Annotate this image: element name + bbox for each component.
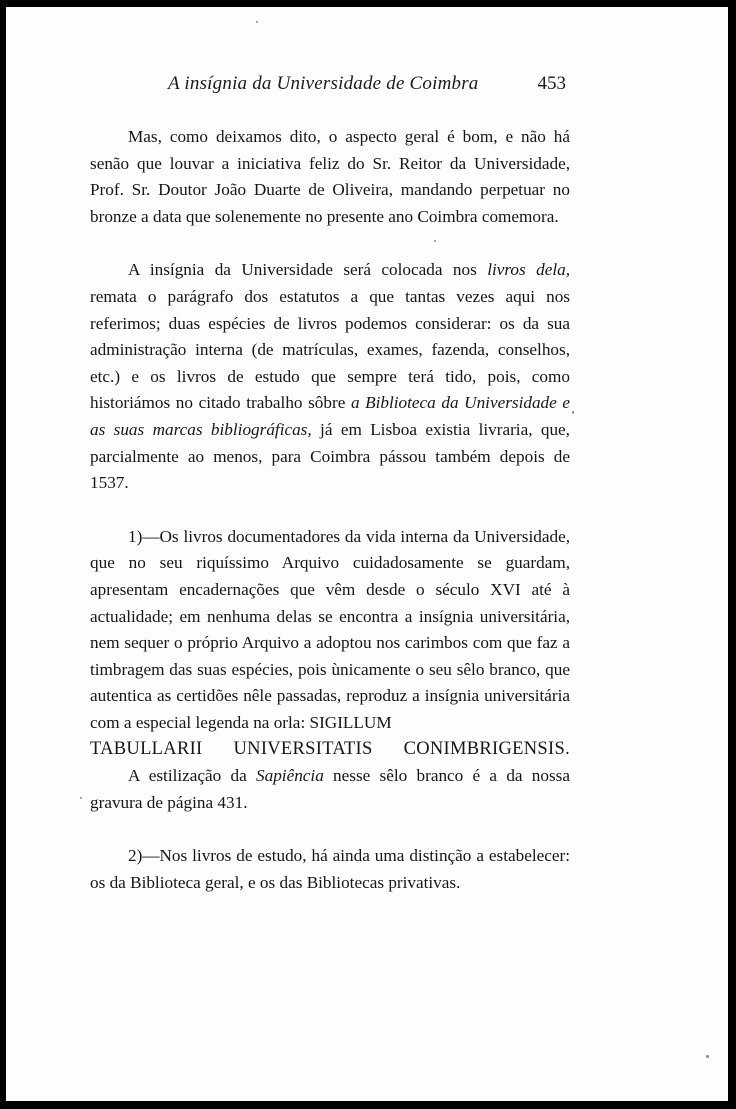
paper-speck [434, 240, 436, 242]
paper-speck [256, 21, 258, 23]
paragraph-2-italic-2: a Biblioteca da Universidade e as suas marcas bibliográficas, [90, 393, 570, 439]
paragraph-3-text: 1)—Os livros documentadores da vida interna da Universidade, que no seu riquíssimo Arquivo cuidadosamente se guardam, apresentam encadernações que vêm desde o século XVI até à actualidade; em nenhuma delas se encontra a insígnia universitária, nem sequer o próprio Arquivo a adoptou nos carimbos com que faz a timbragem das suas espécies, pois ùnicamente o seu sêlo branco, que autentica as certidões nêle passadas, reproduz a insígnia universitária com a especial legenda na orla: SIGILLUM [90, 526, 570, 732]
paragraph-4-text-b: nesse sêlo branco é a da nossa gravura de página 431. [90, 766, 570, 812]
paragraph-4-text-a: A estilização da [128, 766, 257, 786]
paragraph-2-text-c: já em Lisboa existia livraria, que, parcialmente ao menos, para Coimbra pássou também depois de 1537. [90, 419, 570, 493]
running-header [96, 73, 566, 101]
paragraph-4-italic: Sapiência [256, 766, 324, 786]
paragraph-2-italic-1: livros dela, [487, 260, 570, 280]
page-number: 453 [537, 73, 566, 94]
paragraph-3-caps-line: TABULLARII UNIVERSITATIS CONIMBRIGENSIS. [90, 739, 570, 760]
paragraph-1: Mas, como deixamos dito, o aspecto geral é bom, e não há senão que louvar a iniciativa feliz do Sr. Reitor da Universidade, Prof. Sr. Doutor João Duarte de Oliveira, mandando perpetuar no bronze a data que solenemente no presente ano Coimbra comemora. [90, 127, 570, 226]
paragraph-3 [90, 524, 570, 763]
paper-speck [572, 411, 574, 414]
paragraph-2 [90, 257, 570, 496]
paragraph-2-text-b: remata o parágrafo dos estatutos a que tantas vezes aqui nos referimos; duas espécies de livros podemos considerar: os da sua administração interna (de matrículas, exames, fazenda, conselhos, etc.) e os livros de estudo que sempre terá tido, pois, como historiámos no citado trabalho sôbre [90, 286, 570, 413]
body-text [90, 124, 570, 896]
paragraph-2-text-a: A insígnia da Universidade será colocada nos [128, 260, 488, 280]
paper-speck [80, 797, 82, 799]
paper-speck [706, 1055, 709, 1058]
paragraph-5: 2)—Nos livros de estudo, há ainda uma distinção a estabelecer: os da Biblioteca geral, e os das Bibliotecas privativas. [90, 846, 570, 892]
book-page [6, 7, 728, 1101]
paragraph-4 [90, 763, 570, 816]
running-title: A insígnia da Universidade de Coimbra [168, 73, 479, 94]
